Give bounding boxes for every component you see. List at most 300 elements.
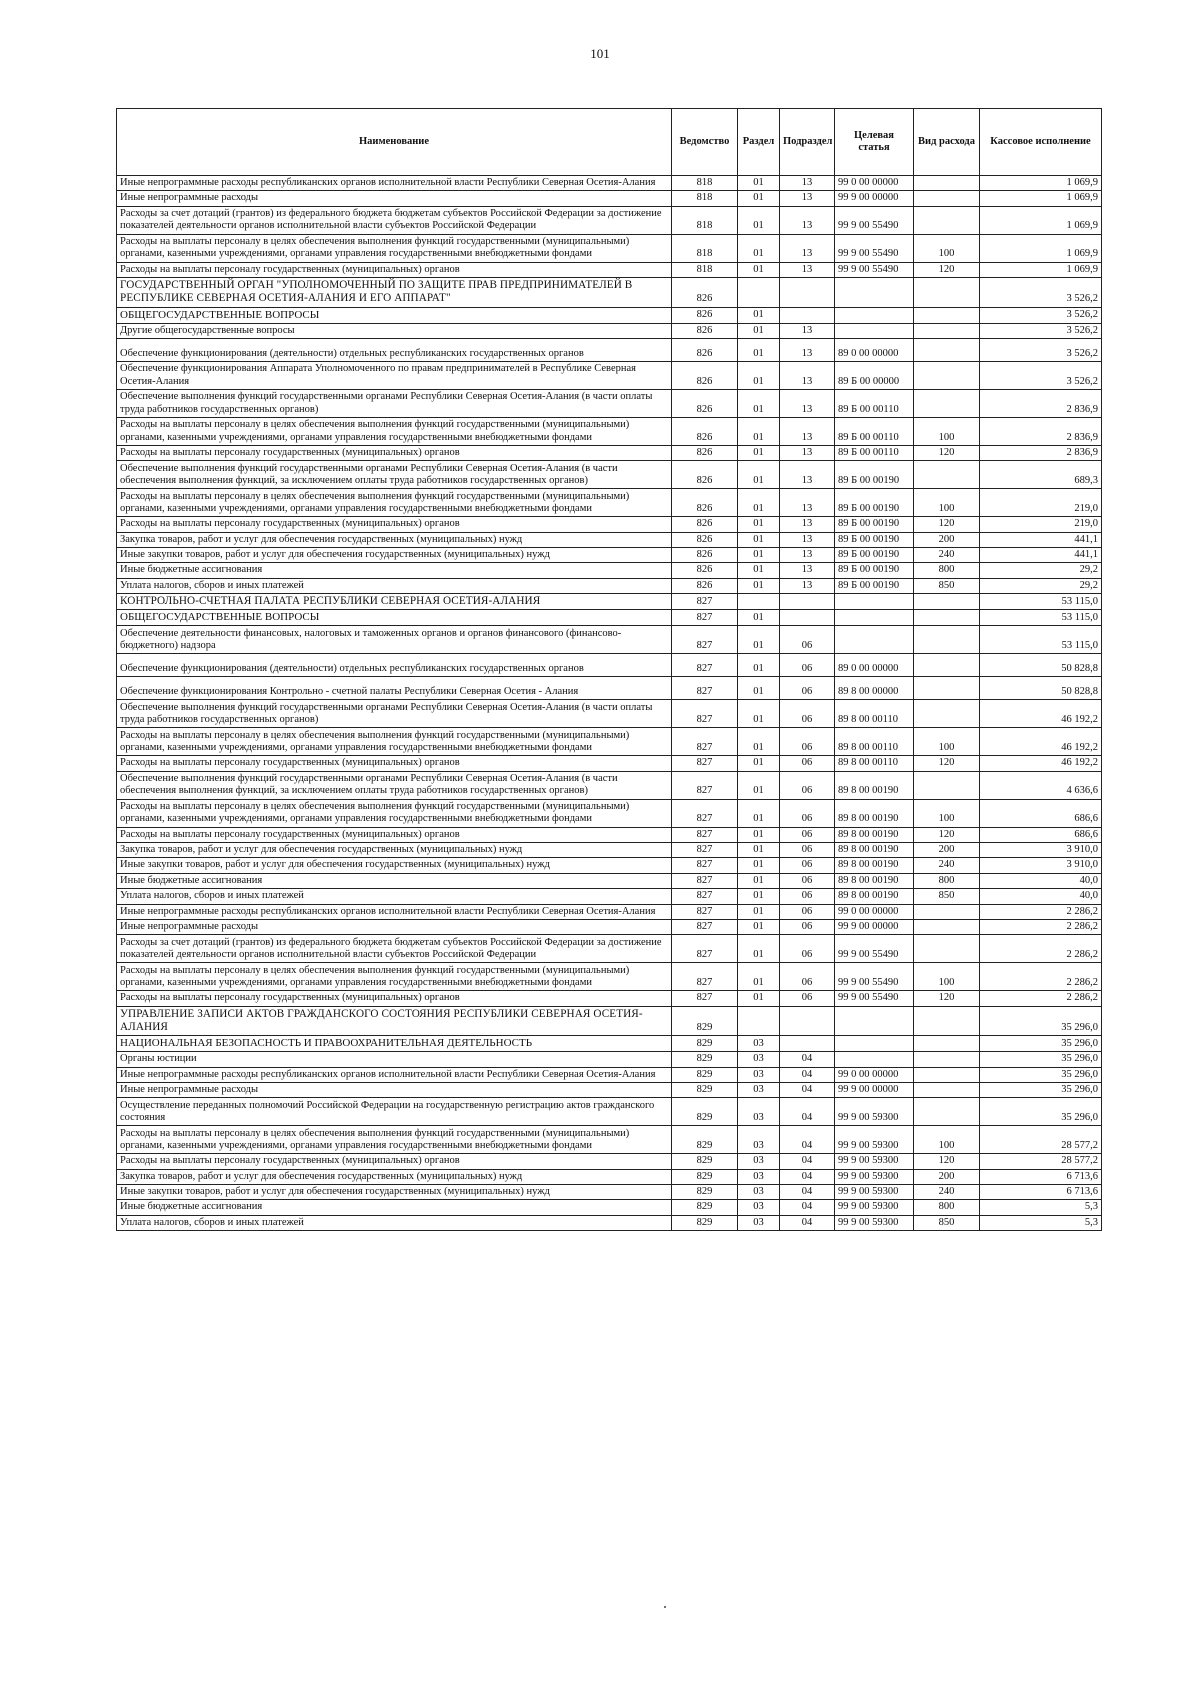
cell-name: Расходы на выплаты персоналу в целях обеспечения выполнения функций государственными (муниципальными) органами, казенными учреждениями, органами управления государственными внебюджетными фондами xyxy=(117,1126,672,1154)
cell-vr xyxy=(914,654,980,677)
cell-ved: 827 xyxy=(672,889,738,904)
table-row xyxy=(117,889,1102,904)
cell-razdel: 01 xyxy=(738,873,780,888)
cell-cs: 89 Б 00 00190 xyxy=(835,461,914,489)
cell-podrazdel: 13 xyxy=(780,548,835,563)
table-row xyxy=(117,278,1102,307)
table-row xyxy=(117,445,1102,460)
cell-podrazdel: 13 xyxy=(780,461,835,489)
cell-podrazdel xyxy=(780,610,835,626)
table-row xyxy=(117,858,1102,873)
table-row xyxy=(117,489,1102,517)
cell-ved: 826 xyxy=(672,389,738,417)
cell-cs: 99 9 00 59300 xyxy=(835,1154,914,1169)
cell-cs: 99 9 00 00000 xyxy=(835,1082,914,1097)
table-row xyxy=(117,361,1102,389)
cell-sum: 2 836,9 xyxy=(980,417,1102,445)
cell-cs: 89 0 00 00000 xyxy=(835,338,914,361)
cell-cs: 99 9 00 55490 xyxy=(835,963,914,991)
cell-name: КОНТРОЛЬНО-СЧЕТНАЯ ПАЛАТА РЕСПУБЛИКИ СЕВЕРНАЯ ОСЕТИЯ-АЛАНИЯ xyxy=(117,594,672,610)
cell-vr xyxy=(914,626,980,654)
cell-podrazdel: 13 xyxy=(780,417,835,445)
table-row xyxy=(117,1082,1102,1097)
cell-name: Иные закупки товаров, работ и услуг для обеспечения государственных (муниципальных) нужд xyxy=(117,858,672,873)
cell-ved: 829 xyxy=(672,1067,738,1082)
cell-cs xyxy=(835,626,914,654)
cell-vr: 240 xyxy=(914,858,980,873)
cell-cs: 99 9 00 55490 xyxy=(835,991,914,1006)
cell-name: Органы юстиции xyxy=(117,1052,672,1067)
cell-ved: 827 xyxy=(672,654,738,677)
cell-podrazdel: 04 xyxy=(780,1082,835,1097)
cell-sum: 6 713,6 xyxy=(980,1169,1102,1184)
cell-sum: 5,3 xyxy=(980,1215,1102,1230)
cell-vr: 850 xyxy=(914,889,980,904)
table-row xyxy=(117,1006,1102,1035)
cell-name: Обеспечение функционирования Контрольно - счетной палаты Республики Северная Осетия - Алания xyxy=(117,677,672,700)
cell-ved: 827 xyxy=(672,756,738,771)
header-razdel: Раздел xyxy=(738,109,780,176)
cell-ved: 826 xyxy=(672,532,738,547)
cell-razdel: 01 xyxy=(738,445,780,460)
cell-cs xyxy=(835,1036,914,1052)
cell-name: Расходы на выплаты персоналу в целях обеспечения выполнения функций государственными (муниципальными) органами, казенными учреждениями, органами управления государственными внебюджетными фондами xyxy=(117,234,672,262)
table-row xyxy=(117,191,1102,206)
cell-sum: 29,2 xyxy=(980,563,1102,578)
cell-vr xyxy=(914,206,980,234)
cell-vr: 100 xyxy=(914,1126,980,1154)
table-row xyxy=(117,206,1102,234)
cell-cs: 89 Б 00 00190 xyxy=(835,548,914,563)
cell-name: Другие общегосударственные вопросы xyxy=(117,323,672,338)
cell-sum: 28 577,2 xyxy=(980,1126,1102,1154)
cell-cs: 89 Б 00 00190 xyxy=(835,517,914,532)
cell-vr xyxy=(914,338,980,361)
cell-ved: 826 xyxy=(672,361,738,389)
cell-razdel: 01 xyxy=(738,827,780,842)
cell-vr xyxy=(914,935,980,963)
cell-podrazdel: 13 xyxy=(780,338,835,361)
scan-speck xyxy=(664,1606,666,1608)
cell-razdel: 01 xyxy=(738,728,780,756)
cell-podrazdel: 06 xyxy=(780,873,835,888)
cell-sum: 1 069,9 xyxy=(980,206,1102,234)
cell-ved: 829 xyxy=(672,1036,738,1052)
cell-cs: 99 9 00 59300 xyxy=(835,1200,914,1215)
budget-table xyxy=(116,108,1102,1231)
table-row xyxy=(117,338,1102,361)
cell-vr xyxy=(914,307,980,323)
cell-name: Иные бюджетные ассигнования xyxy=(117,1200,672,1215)
header-name: Наименование xyxy=(117,109,672,176)
table-row xyxy=(117,517,1102,532)
cell-podrazdel: 13 xyxy=(780,323,835,338)
cell-name: Расходы за счет дотаций (грантов) из федерального бюджета бюджетам субъектов Российской Федерации за достижение показателей деятельности органов исполнительной власти субъектов Российской Федерации xyxy=(117,935,672,963)
cell-name: Обеспечение функционирования Аппарата Уполномоченного по правам предпринимателей в Республике Северная Осетия-Алания xyxy=(117,361,672,389)
cell-ved: 827 xyxy=(672,843,738,858)
cell-name: УПРАВЛЕНИЕ ЗАПИСИ АКТОВ ГРАЖДАНСКОГО СОСТОЯНИЯ РЕСПУБЛИКИ СЕВЕРНАЯ ОСЕТИЯ-АЛАНИЯ xyxy=(117,1006,672,1035)
cell-podrazdel: 13 xyxy=(780,262,835,277)
cell-razdel: 01 xyxy=(738,323,780,338)
cell-name: Уплата налогов, сборов и иных платежей xyxy=(117,578,672,593)
cell-podrazdel xyxy=(780,594,835,610)
cell-cs: 99 9 00 55490 xyxy=(835,262,914,277)
cell-name: Расходы на выплаты персоналу в целях обеспечения выполнения функций государственными (муниципальными) органами, казенными учреждениями, органами управления государственными внебюджетными фондами xyxy=(117,963,672,991)
cell-razdel: 01 xyxy=(738,417,780,445)
cell-name: ОБЩЕГОСУДАРСТВЕННЫЕ ВОПРОСЫ xyxy=(117,307,672,323)
cell-vr xyxy=(914,1036,980,1052)
cell-vr: 200 xyxy=(914,532,980,547)
cell-cs: 89 8 00 00190 xyxy=(835,827,914,842)
table-row xyxy=(117,417,1102,445)
header-vr: Вид расхода xyxy=(914,109,980,176)
table-row xyxy=(117,578,1102,593)
cell-podrazdel xyxy=(780,278,835,307)
table-row xyxy=(117,991,1102,1006)
cell-ved: 827 xyxy=(672,919,738,934)
cell-vr: 200 xyxy=(914,1169,980,1184)
cell-sum: 3 526,2 xyxy=(980,278,1102,307)
table-header-row xyxy=(117,109,1102,176)
cell-vr xyxy=(914,176,980,191)
table-row xyxy=(117,1169,1102,1184)
cell-name: Обеспечение выполнения функций государственными органами Республики Северная Осетия-Алания (в части оплаты труда работников государственных органов) xyxy=(117,389,672,417)
table-row xyxy=(117,1200,1102,1215)
cell-cs: 89 8 00 00190 xyxy=(835,889,914,904)
cell-name: Обеспечение выполнения функций государственными органами Республики Северная Осетия-Алания (в части обеспечения выполнения функций, за исключением оплаты труда работников государственных органов) xyxy=(117,771,672,799)
cell-vr: 200 xyxy=(914,843,980,858)
table-row xyxy=(117,1126,1102,1154)
cell-razdel: 03 xyxy=(738,1169,780,1184)
table-row xyxy=(117,234,1102,262)
cell-razdel: 03 xyxy=(738,1185,780,1200)
table-row xyxy=(117,873,1102,888)
cell-cs: 99 9 00 55490 xyxy=(835,234,914,262)
cell-cs: 89 0 00 00000 xyxy=(835,654,914,677)
cell-cs: 89 Б 00 00110 xyxy=(835,389,914,417)
cell-sum: 46 192,2 xyxy=(980,728,1102,756)
cell-name: НАЦИОНАЛЬНАЯ БЕЗОПАСНОСТЬ И ПРАВООХРАНИТЕЛЬНАЯ ДЕЯТЕЛЬНОСТЬ xyxy=(117,1036,672,1052)
cell-sum: 2 286,2 xyxy=(980,991,1102,1006)
table-row xyxy=(117,262,1102,277)
cell-ved: 829 xyxy=(672,1185,738,1200)
cell-ved: 826 xyxy=(672,461,738,489)
cell-razdel: 01 xyxy=(738,756,780,771)
table-row xyxy=(117,1098,1102,1126)
cell-podrazdel: 13 xyxy=(780,563,835,578)
cell-sum: 2 286,2 xyxy=(980,919,1102,934)
cell-name: Иные непрограммные расходы xyxy=(117,1082,672,1097)
cell-ved: 826 xyxy=(672,278,738,307)
cell-name: ГОСУДАРСТВЕННЫЙ ОРГАН "УПОЛНОМОЧЕННЫЙ ПО ЗАЩИТЕ ПРАВ ПРЕДПРИНИМАТЕЛЕЙ В РЕСПУБЛИКЕ СЕВЕРНАЯ ОСЕТИЯ-АЛАНИЯ И ЕГО АППАРАТ" xyxy=(117,278,672,307)
cell-sum: 46 192,2 xyxy=(980,756,1102,771)
cell-razdel: 01 xyxy=(738,532,780,547)
cell-name: Иные бюджетные ассигнования xyxy=(117,563,672,578)
cell-podrazdel: 13 xyxy=(780,234,835,262)
cell-name: Расходы на выплаты персоналу государственных (муниципальных) органов xyxy=(117,445,672,460)
cell-vr: 850 xyxy=(914,578,980,593)
cell-vr: 120 xyxy=(914,517,980,532)
header-podrazdel: Подраздел xyxy=(780,109,835,176)
cell-vr xyxy=(914,1006,980,1035)
cell-ved: 829 xyxy=(672,1169,738,1184)
cell-cs: 99 9 00 55490 xyxy=(835,935,914,963)
cell-sum: 28 577,2 xyxy=(980,1154,1102,1169)
cell-razdel xyxy=(738,594,780,610)
cell-ved: 827 xyxy=(672,991,738,1006)
cell-ved: 827 xyxy=(672,728,738,756)
cell-ved: 826 xyxy=(672,578,738,593)
cell-podrazdel: 04 xyxy=(780,1098,835,1126)
cell-name: Иные непрограммные расходы республиканских органов исполнительной власти Республики Северная Осетия-Алания xyxy=(117,904,672,919)
cell-razdel: 01 xyxy=(738,461,780,489)
cell-ved: 818 xyxy=(672,191,738,206)
cell-vr: 240 xyxy=(914,1185,980,1200)
cell-ved: 826 xyxy=(672,489,738,517)
cell-vr xyxy=(914,594,980,610)
cell-sum: 53 115,0 xyxy=(980,594,1102,610)
cell-cs: 89 Б 00 00110 xyxy=(835,445,914,460)
cell-podrazdel: 06 xyxy=(780,626,835,654)
cell-name: Расходы на выплаты персоналу государственных (муниципальных) органов xyxy=(117,756,672,771)
cell-name: Осуществление переданных полномочий Российской Федерации на государственную регистрацию актов гражданского состояния xyxy=(117,1098,672,1126)
cell-sum: 50 828,8 xyxy=(980,677,1102,700)
table-row xyxy=(117,461,1102,489)
cell-name: Иные бюджетные ассигнования xyxy=(117,873,672,888)
cell-razdel: 01 xyxy=(738,654,780,677)
cell-podrazdel: 04 xyxy=(780,1052,835,1067)
cell-cs: 89 8 00 00000 xyxy=(835,677,914,700)
cell-vr: 850 xyxy=(914,1215,980,1230)
cell-razdel: 01 xyxy=(738,262,780,277)
cell-podrazdel: 13 xyxy=(780,445,835,460)
table-row xyxy=(117,654,1102,677)
cell-vr: 100 xyxy=(914,417,980,445)
cell-podrazdel: 04 xyxy=(780,1154,835,1169)
cell-name: Обеспечение выполнения функций государственными органами Республики Северная Осетия-Алания (в части оплаты труда работников государственных органов) xyxy=(117,700,672,728)
cell-razdel: 01 xyxy=(738,206,780,234)
cell-cs: 89 Б 00 00190 xyxy=(835,532,914,547)
cell-razdel: 03 xyxy=(738,1036,780,1052)
cell-sum: 35 296,0 xyxy=(980,1067,1102,1082)
cell-cs: 89 Б 00 00190 xyxy=(835,578,914,593)
cell-name: Иные непрограммные расходы xyxy=(117,919,672,934)
cell-ved: 827 xyxy=(672,700,738,728)
cell-vr xyxy=(914,919,980,934)
table-row xyxy=(117,1052,1102,1067)
cell-vr xyxy=(914,904,980,919)
table-row xyxy=(117,1215,1102,1230)
cell-sum: 35 296,0 xyxy=(980,1036,1102,1052)
cell-name: Закупка товаров, работ и услуг для обеспечения государственных (муниципальных) нужд xyxy=(117,843,672,858)
cell-razdel: 01 xyxy=(738,771,780,799)
cell-sum: 686,6 xyxy=(980,827,1102,842)
cell-sum: 2 836,9 xyxy=(980,389,1102,417)
cell-ved: 829 xyxy=(672,1082,738,1097)
cell-sum: 46 192,2 xyxy=(980,700,1102,728)
cell-podrazdel: 06 xyxy=(780,771,835,799)
cell-sum: 219,0 xyxy=(980,489,1102,517)
cell-razdel: 03 xyxy=(738,1154,780,1169)
table-row xyxy=(117,532,1102,547)
cell-razdel: 01 xyxy=(738,517,780,532)
cell-vr xyxy=(914,323,980,338)
cell-vr xyxy=(914,610,980,626)
cell-podrazdel: 04 xyxy=(780,1169,835,1184)
cell-vr xyxy=(914,361,980,389)
cell-name: Расходы на выплаты персоналу в целях обеспечения выполнения функций государственными (муниципальными) органами, казенными учреждениями, органами управления государственными внебюджетными фондами xyxy=(117,728,672,756)
table-row xyxy=(117,563,1102,578)
cell-vr xyxy=(914,278,980,307)
cell-name: Иные непрограммные расходы xyxy=(117,191,672,206)
cell-podrazdel: 13 xyxy=(780,361,835,389)
cell-ved: 826 xyxy=(672,517,738,532)
cell-podrazdel: 06 xyxy=(780,935,835,963)
cell-ved: 827 xyxy=(672,935,738,963)
cell-cs: 99 9 00 59300 xyxy=(835,1169,914,1184)
cell-cs xyxy=(835,610,914,626)
cell-cs: 89 8 00 00110 xyxy=(835,700,914,728)
table-row xyxy=(117,548,1102,563)
cell-ved: 827 xyxy=(672,799,738,827)
cell-sum: 50 828,8 xyxy=(980,654,1102,677)
cell-razdel: 03 xyxy=(738,1215,780,1230)
cell-sum: 3 910,0 xyxy=(980,858,1102,873)
table-row xyxy=(117,700,1102,728)
cell-sum: 689,3 xyxy=(980,461,1102,489)
cell-name: Иные закупки товаров, работ и услуг для обеспечения государственных (муниципальных) нужд xyxy=(117,548,672,563)
cell-razdel: 03 xyxy=(738,1082,780,1097)
cell-ved: 818 xyxy=(672,176,738,191)
cell-sum: 441,1 xyxy=(980,532,1102,547)
table-row xyxy=(117,1185,1102,1200)
cell-razdel: 03 xyxy=(738,1067,780,1082)
table-row xyxy=(117,919,1102,934)
cell-cs: 99 9 00 59300 xyxy=(835,1126,914,1154)
cell-podrazdel: 06 xyxy=(780,858,835,873)
cell-cs: 99 0 00 00000 xyxy=(835,1067,914,1082)
table-body xyxy=(117,176,1102,1231)
table-row xyxy=(117,1067,1102,1082)
cell-ved: 827 xyxy=(672,904,738,919)
cell-razdel: 01 xyxy=(738,858,780,873)
cell-sum: 1 069,9 xyxy=(980,176,1102,191)
cell-ved: 827 xyxy=(672,827,738,842)
cell-sum: 3 910,0 xyxy=(980,843,1102,858)
cell-vr: 800 xyxy=(914,873,980,888)
cell-cs: 89 8 00 00190 xyxy=(835,858,914,873)
cell-ved: 827 xyxy=(672,594,738,610)
cell-name: Иные закупки товаров, работ и услуг для обеспечения государственных (муниципальных) нужд xyxy=(117,1185,672,1200)
cell-cs: 89 Б 00 00000 xyxy=(835,361,914,389)
cell-sum: 686,6 xyxy=(980,799,1102,827)
cell-ved: 826 xyxy=(672,445,738,460)
cell-cs xyxy=(835,307,914,323)
cell-vr xyxy=(914,1098,980,1126)
cell-razdel: 01 xyxy=(738,799,780,827)
table-row xyxy=(117,843,1102,858)
cell-podrazdel: 13 xyxy=(780,389,835,417)
cell-cs: 99 9 00 59300 xyxy=(835,1098,914,1126)
cell-ved: 827 xyxy=(672,873,738,888)
cell-vr: 120 xyxy=(914,262,980,277)
cell-cs xyxy=(835,1052,914,1067)
cell-razdel: 01 xyxy=(738,991,780,1006)
cell-vr: 120 xyxy=(914,1154,980,1169)
cell-razdel: 01 xyxy=(738,677,780,700)
header-ved: Ведомство xyxy=(672,109,738,176)
cell-name: Закупка товаров, работ и услуг для обеспечения государственных (муниципальных) нужд xyxy=(117,532,672,547)
header-sum: Кассовое исполнение xyxy=(980,109,1102,176)
table-row xyxy=(117,626,1102,654)
cell-sum: 35 296,0 xyxy=(980,1052,1102,1067)
cell-name: ОБЩЕГОСУДАРСТВЕННЫЕ ВОПРОСЫ xyxy=(117,610,672,626)
cell-cs xyxy=(835,323,914,338)
cell-cs: 89 Б 00 00190 xyxy=(835,489,914,517)
table-row xyxy=(117,935,1102,963)
cell-sum: 29,2 xyxy=(980,578,1102,593)
cell-sum: 35 296,0 xyxy=(980,1006,1102,1035)
cell-vr xyxy=(914,1067,980,1082)
cell-ved: 829 xyxy=(672,1154,738,1169)
cell-podrazdel: 06 xyxy=(780,904,835,919)
table-row xyxy=(117,827,1102,842)
cell-razdel: 01 xyxy=(738,578,780,593)
cell-podrazdel: 13 xyxy=(780,206,835,234)
table-row xyxy=(117,389,1102,417)
cell-sum: 2 286,2 xyxy=(980,963,1102,991)
cell-vr: 120 xyxy=(914,445,980,460)
table-row xyxy=(117,904,1102,919)
cell-razdel: 03 xyxy=(738,1098,780,1126)
cell-razdel: 01 xyxy=(738,935,780,963)
cell-podrazdel: 06 xyxy=(780,991,835,1006)
cell-name: Обеспечение деятельности финансовых, налоговых и таможенных органов и органов финансового (финансово-бюджетного) надзора xyxy=(117,626,672,654)
cell-name: Расходы на выплаты персоналу государственных (муниципальных) органов xyxy=(117,262,672,277)
cell-vr xyxy=(914,389,980,417)
cell-vr xyxy=(914,461,980,489)
cell-vr: 800 xyxy=(914,1200,980,1215)
cell-podrazdel: 06 xyxy=(780,756,835,771)
cell-sum: 441,1 xyxy=(980,548,1102,563)
cell-podrazdel: 13 xyxy=(780,532,835,547)
table-row xyxy=(117,176,1102,191)
cell-razdel: 01 xyxy=(738,904,780,919)
cell-name: Уплата налогов, сборов и иных платежей xyxy=(117,1215,672,1230)
cell-cs: 99 9 00 59300 xyxy=(835,1215,914,1230)
cell-vr xyxy=(914,191,980,206)
table-row xyxy=(117,323,1102,338)
cell-ved: 827 xyxy=(672,626,738,654)
table-row xyxy=(117,771,1102,799)
cell-sum: 1 069,9 xyxy=(980,191,1102,206)
cell-sum: 1 069,9 xyxy=(980,262,1102,277)
cell-cs: 89 8 00 00110 xyxy=(835,728,914,756)
cell-razdel: 03 xyxy=(738,1052,780,1067)
cell-razdel: 01 xyxy=(738,626,780,654)
table-row xyxy=(117,963,1102,991)
cell-ved: 827 xyxy=(672,771,738,799)
cell-sum: 3 526,2 xyxy=(980,361,1102,389)
cell-cs xyxy=(835,594,914,610)
cell-cs: 99 0 00 00000 xyxy=(835,904,914,919)
cell-sum: 3 526,2 xyxy=(980,338,1102,361)
cell-sum: 6 713,6 xyxy=(980,1185,1102,1200)
cell-sum: 3 526,2 xyxy=(980,323,1102,338)
cell-podrazdel: 04 xyxy=(780,1126,835,1154)
cell-cs: 89 8 00 00190 xyxy=(835,771,914,799)
cell-ved: 829 xyxy=(672,1052,738,1067)
